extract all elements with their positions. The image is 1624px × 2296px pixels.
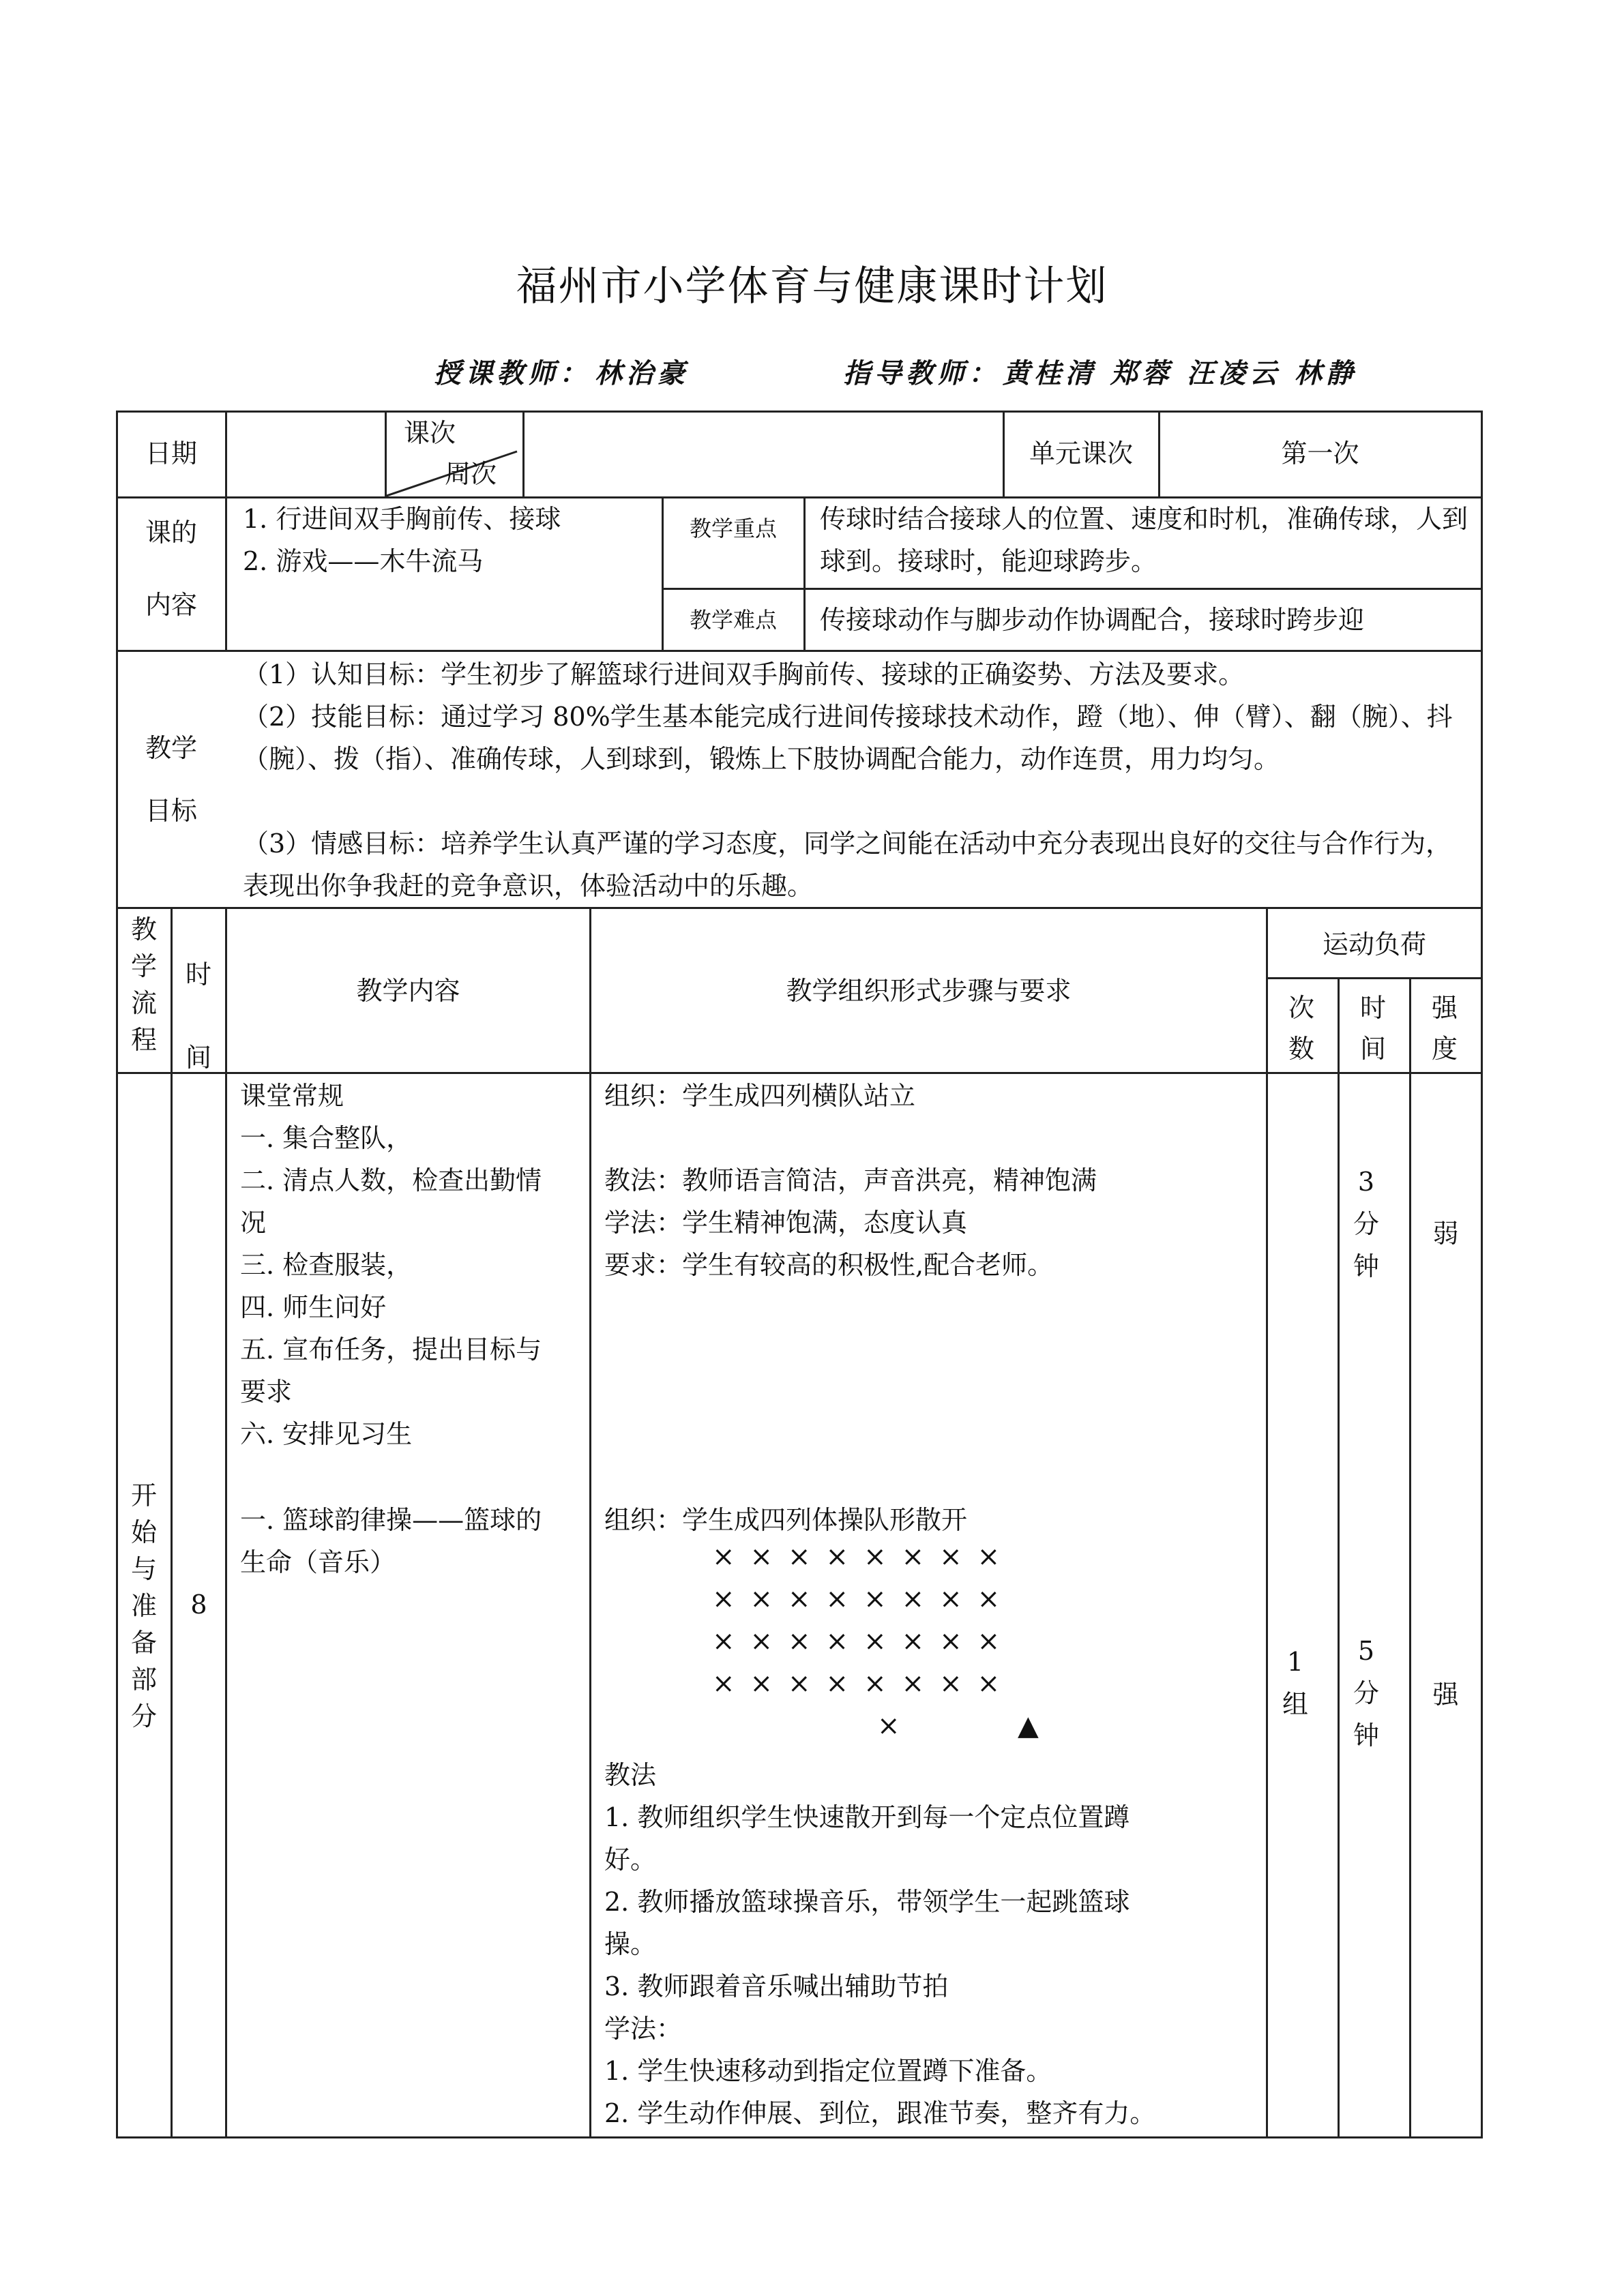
content-label-1: 课的 (145, 518, 197, 548)
org-line: 操。 (604, 1929, 657, 1959)
teacher-position-mark: × (877, 1710, 915, 1742)
difficulty-text: 传接球动作与脚步动作协调配合，接球时跨步迎 (820, 605, 1365, 635)
objectives-label-1: 教学 (145, 733, 197, 763)
time-header: 时 间 (185, 959, 211, 1073)
flag-triangle-icon: ▲ (1018, 1710, 1054, 1742)
instructor-label: 授课教师： (434, 358, 591, 389)
section-name: 开 始 与 准 备 部 分 (130, 1480, 157, 1731)
flow-header: 教 学 流 程 (130, 914, 157, 1055)
objective-skill: （2）技能目标：通过学习 80%学生基本能完成行进间传接球技术动作，蹬（地）、伸（臂）、翻（腕）、抖（腕）、拨（指）、准确传球，人到球到，锻炼上下肢协调配合能力，动作连贯，用力均匀。 (243, 702, 1453, 774)
content-line: 四. 师生问好 (240, 1292, 387, 1322)
content-line: 三. 检查服装， (240, 1250, 413, 1280)
load2-intensity: 强 (1432, 1680, 1459, 1710)
unit-lesson-label: 单元课次 (1029, 438, 1133, 468)
date-label: 日期 (145, 438, 197, 468)
load1-duration: 3 分 钟 (1353, 1167, 1379, 1281)
objective-cognitive: （1）认知目标：学生初步了解篮球行进间双手胸前传、接球的正确姿势、方法及要求。 (243, 659, 1245, 689)
intensity-header: 强 度 (1431, 993, 1458, 1064)
key-point-label: 教学重点 (689, 516, 777, 541)
content-item-2: 2. 游戏——木牛流马 (243, 546, 484, 576)
formation-row: ×××××××× (712, 1541, 1016, 1572)
content-header: 教学内容 (356, 976, 460, 1006)
section-time: 8 (190, 1590, 207, 1620)
content-line: 一. 集合整队， (240, 1123, 413, 1153)
content-line: 二. 清点人数，检查出勤情 (240, 1165, 542, 1195)
week-label: 周次 (445, 459, 497, 489)
org-line: 教法 (604, 1760, 657, 1790)
load1-intensity: 弱 (1432, 1219, 1459, 1249)
org-line: 要求：学生有较高的积极性,配合老师。 (604, 1250, 1054, 1280)
count-header: 次 数 (1288, 993, 1314, 1064)
org-line: 教法：教师语言简洁，声音洪亮，精神饱满 (604, 1165, 1097, 1195)
org-line: 好。 (604, 1845, 657, 1875)
page-title: 福州市小学体育与健康课时计划 (516, 263, 1108, 310)
formation-row: ×××××××× (712, 1583, 1016, 1615)
org-line: 学法： (604, 2014, 683, 2044)
org-line: 1. 学生快速移动到指定位置蹲下准备。 (604, 2056, 1052, 2086)
organization-header: 教学组织形式步骤与要求 (786, 976, 1072, 1006)
load2-duration: 5 分 钟 (1353, 1636, 1379, 1750)
org-line: 学法：学生精神饱满，态度认真 (604, 1208, 968, 1238)
content-line: 生命（音乐） (240, 1547, 396, 1577)
content-line: 况 (240, 1208, 267, 1238)
guide-names: 黄桂清 郑蓉 汪凌云 林静 (1003, 358, 1357, 389)
unit-lesson-value: 第一次 (1281, 438, 1359, 468)
lesson-number-label: 课次 (404, 418, 456, 448)
content-line: 要求 (240, 1377, 293, 1407)
content-label-2: 内容 (145, 590, 197, 620)
content-line: 六. 安排见习生 (240, 1419, 413, 1449)
org-line: 2. 教师播放篮球操音乐，带领学生一起跳篮球 (604, 1887, 1130, 1917)
objectives-label-2: 目标 (145, 796, 197, 826)
org-line: 2. 学生动作伸展、到位，跟准节奏，整齐有力。 (604, 2098, 1156, 2128)
objective-affective: （3）情感目标：培养学生认真严谨的学习态度，同学之间能在活动中充分表现出良好的交往与合作行为，表现出你争我赶的竞争意识，体验活动中的乐趣。 (243, 829, 1452, 901)
org-line: 组织：学生成四列横队站立 (604, 1081, 916, 1111)
content-line: 课堂常规 (240, 1081, 344, 1111)
content-item-1: 1. 行进间双手胸前传、接球 (243, 504, 561, 534)
org-title: 组织：学生成四列体操队形散开 (604, 1505, 968, 1535)
load2-count: 1 组 (1282, 1647, 1308, 1719)
duration-header: 时 间 (1359, 993, 1386, 1064)
guide-label: 指导教师： (843, 358, 1000, 389)
org-line: 3. 教师跟着音乐喊出辅助节拍 (604, 1971, 949, 2001)
org-line: 1. 教师组织学生快速散开到每一个定点位置蹲 (604, 1802, 1130, 1832)
formation-row: ×××××××× (712, 1626, 1016, 1657)
key-point-text: 传球时结合接球人的位置、速度和时机，准确传球，人到球到。接球时，能迎球跨步。 (820, 504, 1468, 576)
content-line: 一. 篮球韵律操——篮球的 (240, 1505, 542, 1535)
difficulty-label: 教学难点 (689, 607, 777, 633)
instructor-name: 林治豪 (595, 358, 689, 389)
formation-row: ×××××××× (712, 1668, 1016, 1699)
load-header: 运动负荷 (1322, 929, 1426, 959)
content-line: 五. 宣布任务，提出目标与 (240, 1335, 542, 1365)
